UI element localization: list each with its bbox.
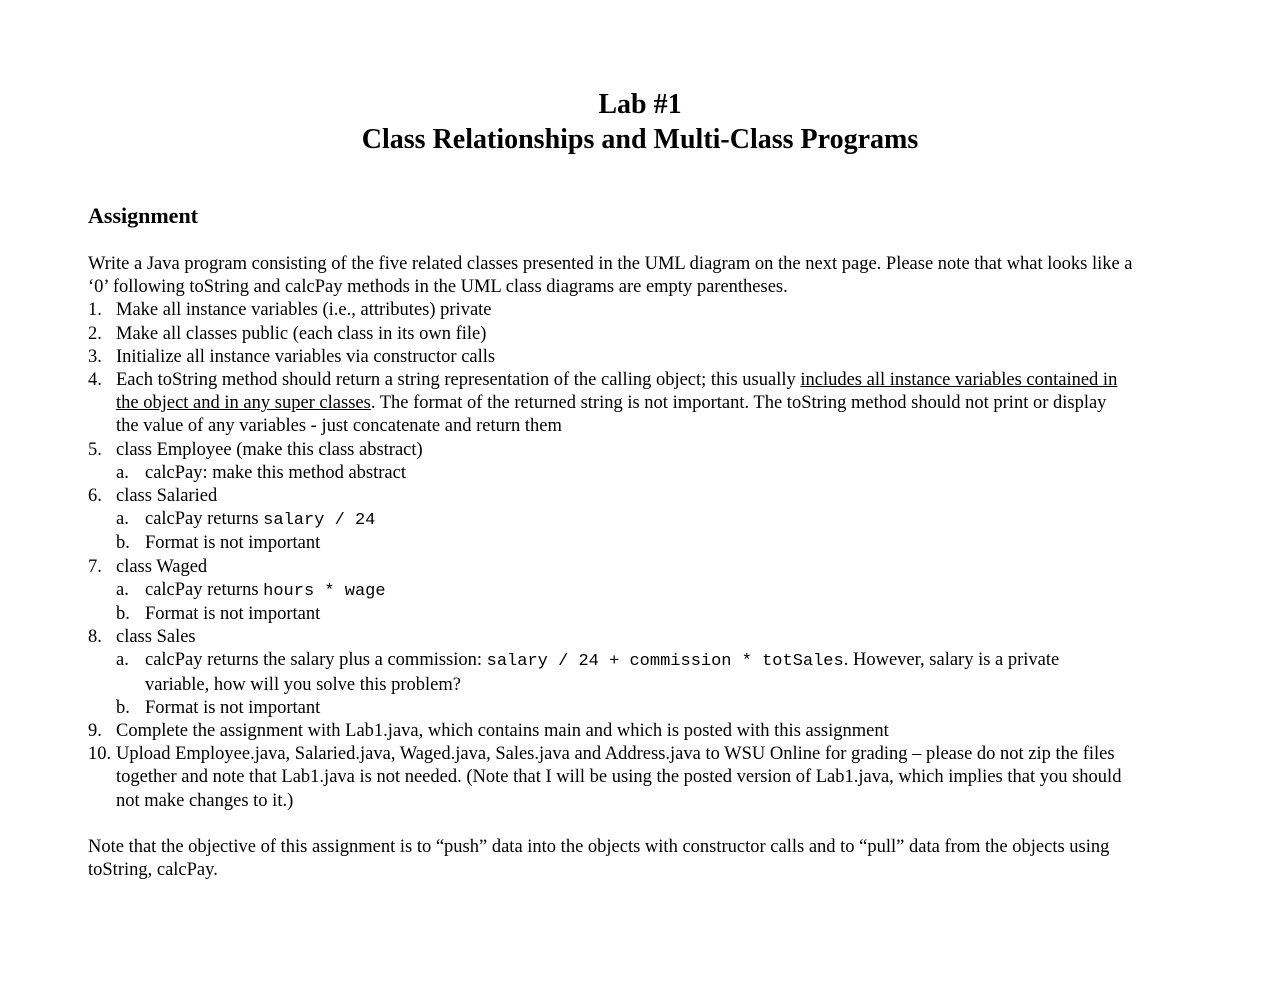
list-text: Complete the assignment with Lab1.java, which contains main and which is posted with this assignment (116, 721, 889, 742)
sub-text: calcPay returns the salary plus a commission: (145, 650, 487, 671)
list-text: class Waged (116, 556, 208, 577)
sub-item (88, 508, 1198, 532)
list-text: . The format of the returned string is not important. The toString method should not print or display (370, 393, 1107, 414)
doc-title: Lab #1 (598, 89, 682, 120)
assignment-body (88, 253, 1198, 882)
sub-item (88, 462, 1198, 485)
code-snippet: hours * wage (263, 581, 386, 601)
list-item (88, 556, 1198, 579)
list-item (88, 299, 1198, 322)
sub-letter: b. (116, 533, 130, 554)
sub-letter: b. (116, 697, 130, 718)
list-number: 3. (88, 346, 102, 367)
code-snippet: salary / 24 + commission * totSales (486, 652, 844, 672)
list-text: class Salaried (116, 486, 218, 507)
sub-text: Format is not important (145, 604, 321, 625)
list-item (88, 485, 1198, 508)
section-heading: Assignment (88, 203, 199, 228)
doc-subtitle: Class Relationships and Multi-Class Programs (361, 124, 919, 155)
list-number: 9. (88, 721, 102, 742)
list-text: the value of any variables - just concatenate and return them (116, 416, 562, 437)
list-number: 1. (88, 300, 102, 321)
list-text: class Sales (116, 627, 196, 648)
sub-letter: a. (116, 579, 129, 600)
sub-letter: b. (116, 604, 130, 625)
sub-text: calcPay returns (145, 509, 264, 530)
sub-text: Format is not important (145, 697, 321, 718)
list-text: Upload Employee.java, Salaried.java, Waged.java, Sales.java and Address.java to WSU Online for grading – please do not zip the files (116, 744, 1115, 765)
list-number: 5. (88, 439, 102, 460)
note-line: toString, calcPay. (88, 860, 218, 881)
sub-item (88, 649, 1198, 696)
list-number: 7. (88, 556, 102, 577)
sub-item (88, 579, 1198, 603)
list-item (88, 626, 1198, 649)
list-text: not make changes to it.) (116, 790, 294, 811)
sub-text: variable, how will you solve this problem? (145, 674, 461, 695)
list-number: 4. (88, 370, 102, 391)
underlined-text: the object and in any super classes (116, 393, 371, 414)
list-text: Each toString method should return a string representation of the calling object; this usually (116, 370, 801, 391)
list-item (88, 439, 1198, 462)
list-item (88, 346, 1198, 369)
list-text: Make all instance variables (i.e., attributes) private (116, 300, 492, 321)
list-number: 8. (88, 627, 102, 648)
sub-text: calcPay returns (145, 579, 264, 600)
code-snippet: salary / 24 (263, 511, 376, 531)
sub-item (88, 603, 1198, 626)
sub-letter: a. (116, 462, 129, 483)
list-text: Make all classes public (each class in its own file) (116, 323, 487, 344)
sub-item (88, 532, 1198, 555)
note-line: Note that the objective of this assignment is to “push” data into the objects with constructor calls and to “pull” data from the objects using (88, 836, 1110, 857)
sub-text: calcPay: make this method abstract (145, 462, 406, 483)
sub-item (88, 697, 1198, 720)
list-item (88, 323, 1198, 346)
sub-letter: a. (116, 650, 129, 671)
underlined-text: includes all instance variables contained in (800, 370, 1118, 391)
list-item (88, 369, 1198, 439)
list-item (88, 720, 1198, 743)
list-text: together and note that Lab1.java is not needed. (Note that I will be using the posted version of Lab1.java, which implies that you should (116, 767, 1122, 788)
sub-text: . However, salary is a private (843, 650, 1060, 671)
intro-line: ‘0’ following toString and calcPay methods in the UML class diagrams are empty parentheses. (88, 277, 788, 298)
list-item (88, 743, 1198, 813)
list-number: 10. (88, 744, 112, 765)
list-number: 2. (88, 323, 102, 344)
list-text: class Employee (make this class abstract) (116, 439, 423, 460)
sub-text: Format is not important (145, 533, 321, 554)
intro-line: Write a Java program consisting of the five related classes presented in the UML diagram on the next page. Please note that what looks like a (88, 254, 1133, 274)
list-text: Initialize all instance variables via constructor calls (116, 346, 496, 367)
sub-letter: a. (116, 509, 129, 530)
list-number: 6. (88, 486, 102, 507)
